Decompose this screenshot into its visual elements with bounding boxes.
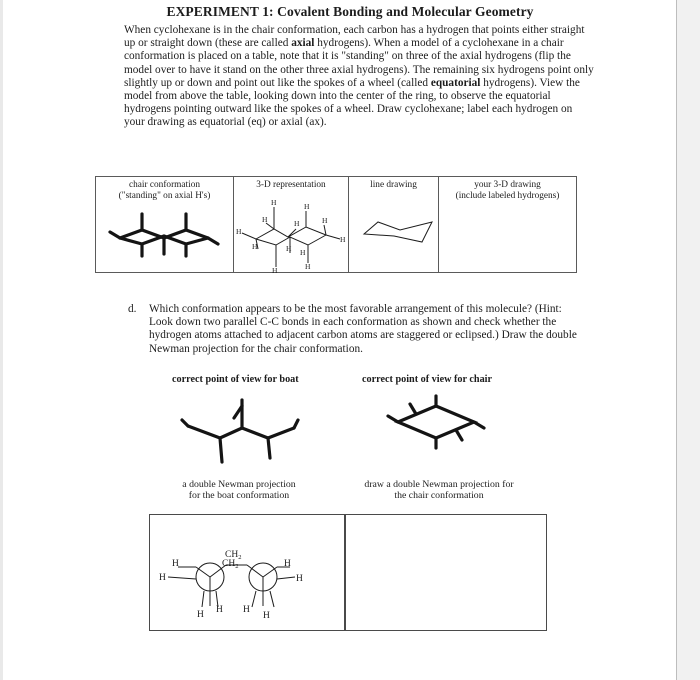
question-d-letter: d. xyxy=(128,303,137,315)
chair-model-drawing xyxy=(108,210,218,260)
intro-text-1: When cyclohexane is in the chair conformation, each carbon has a hydrogen that points either straight up or straight down (these are called xyxy=(124,24,585,50)
caption-boat-line2: for the boat conformation xyxy=(188,490,290,501)
page-right-border xyxy=(676,0,677,680)
caption-boat-line1: a double Newman projection xyxy=(182,479,296,490)
page-right-margin xyxy=(676,0,700,680)
h-label: H xyxy=(236,227,242,236)
intro-text-2: hydrogens). When a model of a cyclohexane in a chair conformation is placed on a table, note that it is "standing" on three of the axial hydrogens (flip the model over to have it stand on the other three axial hydrogens). The remaining six hydrogens point only slightly up or down and point out like the spokes of a wheel (called xyxy=(124,37,594,89)
question-d xyxy=(128,303,588,356)
h-label: H xyxy=(271,198,277,207)
ch2-label-bottom: CH xyxy=(222,559,236,569)
boat-newman-projection xyxy=(150,515,344,628)
caption-chair-line1: draw a double Newman projection for xyxy=(364,479,514,490)
pov-chair-label: correct point of view for chair xyxy=(362,374,493,385)
newman-h-label: H xyxy=(296,574,303,584)
intro-paragraph xyxy=(124,24,594,130)
term-equatorial: equatorial xyxy=(430,76,481,89)
caption-chair xyxy=(346,479,532,501)
newman-h-label: H xyxy=(172,559,179,569)
intro-text-3: hydrogens). View the model from above the table, looking down into the center of the ring, to observe the equatorial hydrogens pointing outward like the spokes of a wheel. Draw cyclohexane; label each hydrogen on your drawing as equatorial (eq) or axial (ax). xyxy=(124,76,580,129)
h-label: H xyxy=(262,215,268,224)
h-label: H xyxy=(305,262,311,271)
ch2-subscript-bottom: 2 xyxy=(235,563,239,570)
h-label: H xyxy=(294,219,300,228)
svg-text:CH2 xyxy=(222,559,238,570)
header-chair-conformation: chair conformation xyxy=(129,180,200,190)
newman-h-label: H xyxy=(197,610,204,620)
page-title: EXPERIMENT 1: Covalent Bonding and Molecular Geometry xyxy=(166,4,534,19)
h-label: H xyxy=(322,216,328,225)
chair-line-drawing xyxy=(362,214,436,248)
chair-3d-representation xyxy=(236,193,351,273)
question-d-text: Which conformation appears to be the most favorable arrangement of this molecule? (Hint: Look down two parallel C-C bonds in each conformation as shown and check whether the hydrogen atoms attached to adjacent carbon atoms are staggered or eclipsed.) Draw the double Newman projection for the chair conformation. xyxy=(149,303,577,355)
h-label: H xyxy=(340,235,346,244)
ch2-subscript-top: 2 xyxy=(238,554,242,561)
term-axial: axial xyxy=(291,37,315,50)
boat-model-drawing xyxy=(180,396,300,466)
pov-boat-label: correct point of view for boat xyxy=(172,374,299,385)
ch2-label-top: CH xyxy=(225,550,239,560)
newman-h-label: H xyxy=(284,559,291,569)
header-include-labeled-hydrogens: (include labeled hydrogens) xyxy=(455,190,560,201)
chair-view-model-drawing xyxy=(388,396,484,448)
header-line-drawing: line drawing xyxy=(370,180,417,190)
caption-chair-line2: the chair conformation xyxy=(394,490,484,501)
header-standing-on-axial: ("standing" on axial H's) xyxy=(118,190,211,201)
h-label: H xyxy=(300,248,306,257)
caption-boat xyxy=(164,479,314,501)
newman-h-label: H xyxy=(216,605,223,615)
page-left-edge xyxy=(0,0,3,680)
header-3d-representation: 3-D representation xyxy=(256,180,326,190)
newman-h-label: H xyxy=(159,573,166,583)
cell-your-3d-drawing[interactable] xyxy=(439,177,577,273)
header-your-3d-drawing: your 3-D drawing xyxy=(474,180,541,190)
h-label: H xyxy=(272,266,278,275)
h-label: H xyxy=(304,202,310,211)
newman-h-label: H xyxy=(243,605,250,615)
h-label: H xyxy=(252,242,258,251)
newman-h-label: H xyxy=(263,611,270,621)
chair-newman-drawing-box[interactable] xyxy=(344,514,547,631)
h-label: H xyxy=(286,244,292,253)
